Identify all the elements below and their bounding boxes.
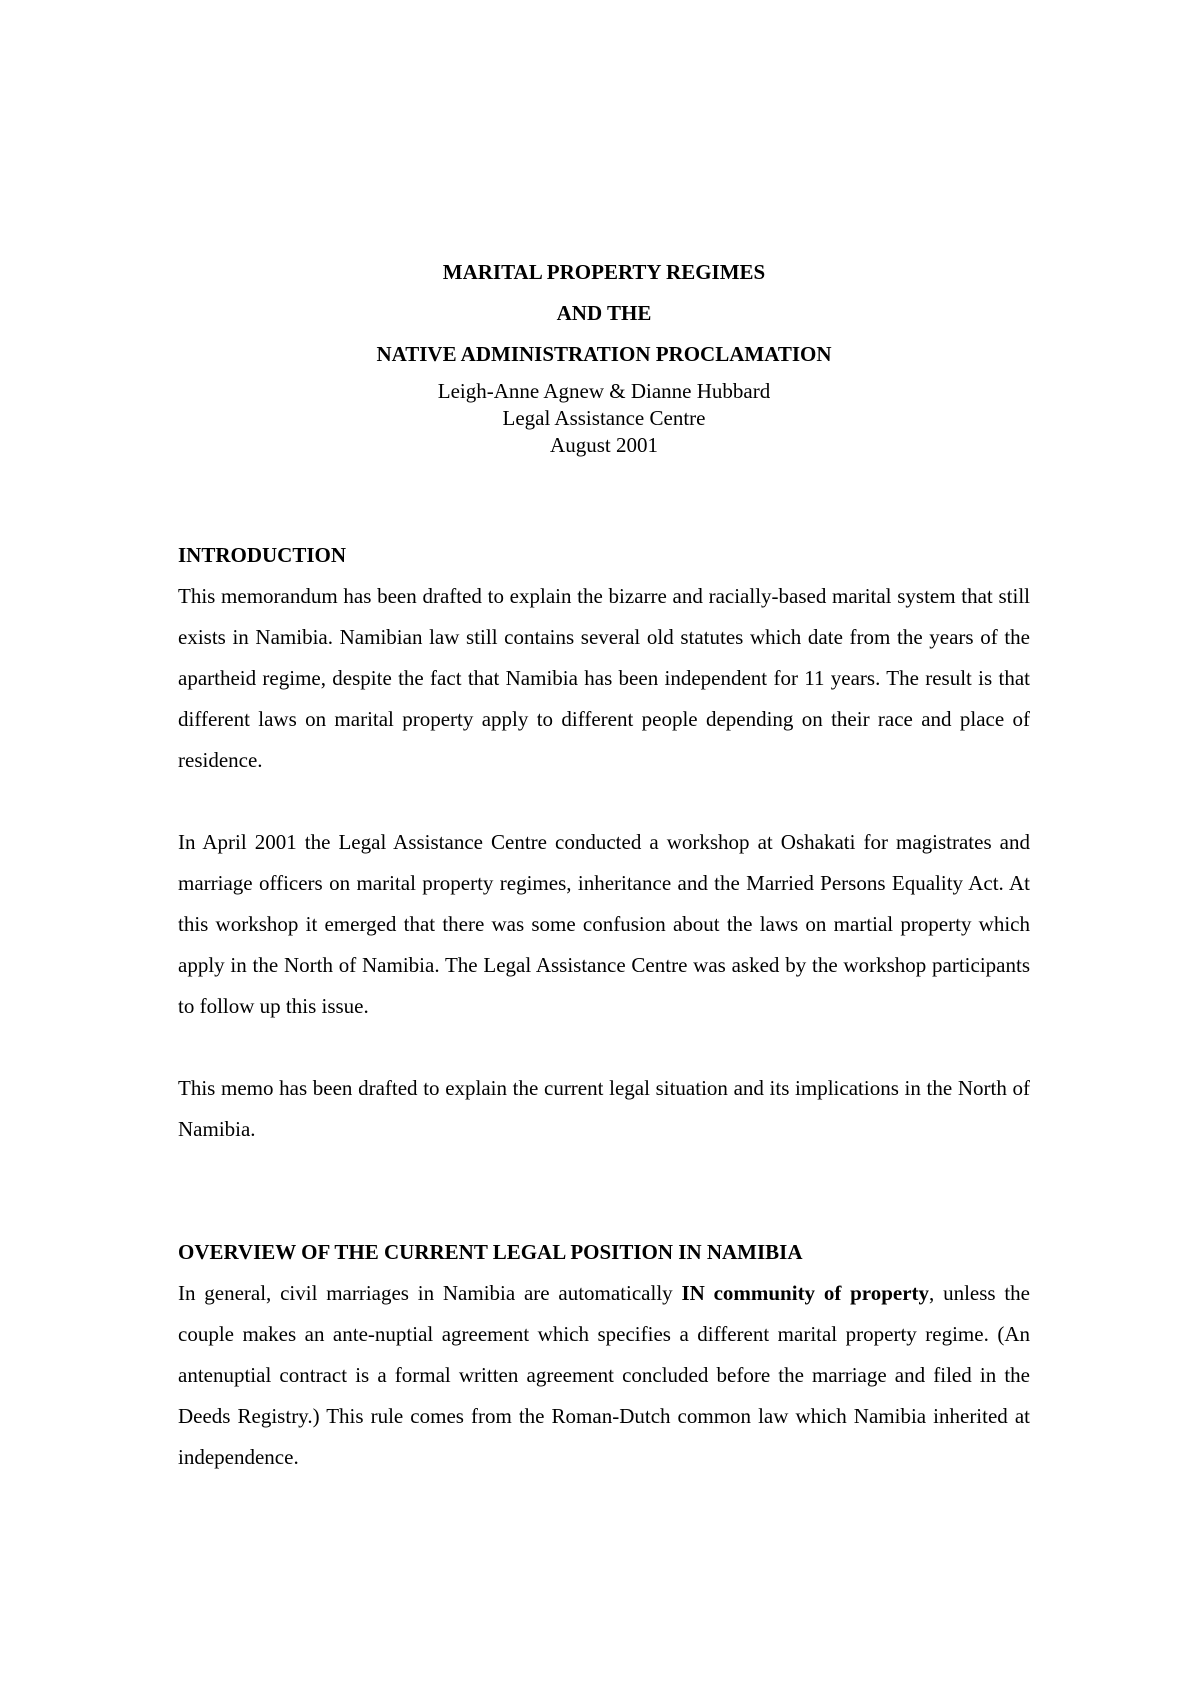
overview-heading: OVERVIEW OF THE CURRENT LEGAL POSITION IN NAMIBIA (178, 1240, 803, 1264)
title-line-2: AND THE (556, 301, 652, 325)
organization: Legal Assistance Centre (502, 406, 706, 430)
author-block (178, 378, 1030, 459)
overview-text-end: , unless the couple makes an ante-nuptial agreement which specifies a different marital property regime. (An antenuptial contract is a formal written agreement concluded before the marriage and filed in the Deeds Registry.) This rule comes from the Roman-Dutch common law which Namibia inherited at independence. (178, 1281, 1031, 1469)
overview-text-start: In general, civil marriages in Namibia are automatically (178, 1281, 682, 1305)
introduction-paragraph-3: This memo has been drafted to explain the current legal situation and its implications in the North of Namibia. (178, 1076, 1030, 1141)
introduction-paragraph-1: This memorandum has been drafted to explain the bizarre and racially-based marital system that still exists in Namibia. Namibian law still contains several old statutes which date from the years of the apartheid regime, despite the fact that Namibia has been independent for 11 years. The result is that different laws on marital property apply to different people depending on their race and place of residence. (178, 584, 1030, 772)
introduction-heading: INTRODUCTION (178, 543, 347, 567)
document-date: August 2001 (550, 433, 658, 457)
overview-bold-phrase: IN community of property (681, 1281, 930, 1305)
authors: Leigh-Anne Agnew & Dianne Hubbard (437, 379, 771, 403)
title-line-3: NATIVE ADMINISTRATION PROCLAMATION (376, 342, 832, 366)
introduction-paragraph-2: In April 2001 the Legal Assistance Centre conducted a workshop at Oshakati for magistrates and marriage officers on marital property regimes, inheritance and the Married Persons Equality Act. At this workshop it emerged that there was some confusion about the laws on martial property which apply in the North of Namibia. The Legal Assistance Centre was asked by the workshop participants to follow up this issue. (178, 830, 1030, 1018)
document-title (178, 252, 1030, 375)
title-line-1: MARITAL PROPERTY REGIMES (442, 260, 766, 284)
overview-paragraph-1 (178, 1273, 1030, 1478)
